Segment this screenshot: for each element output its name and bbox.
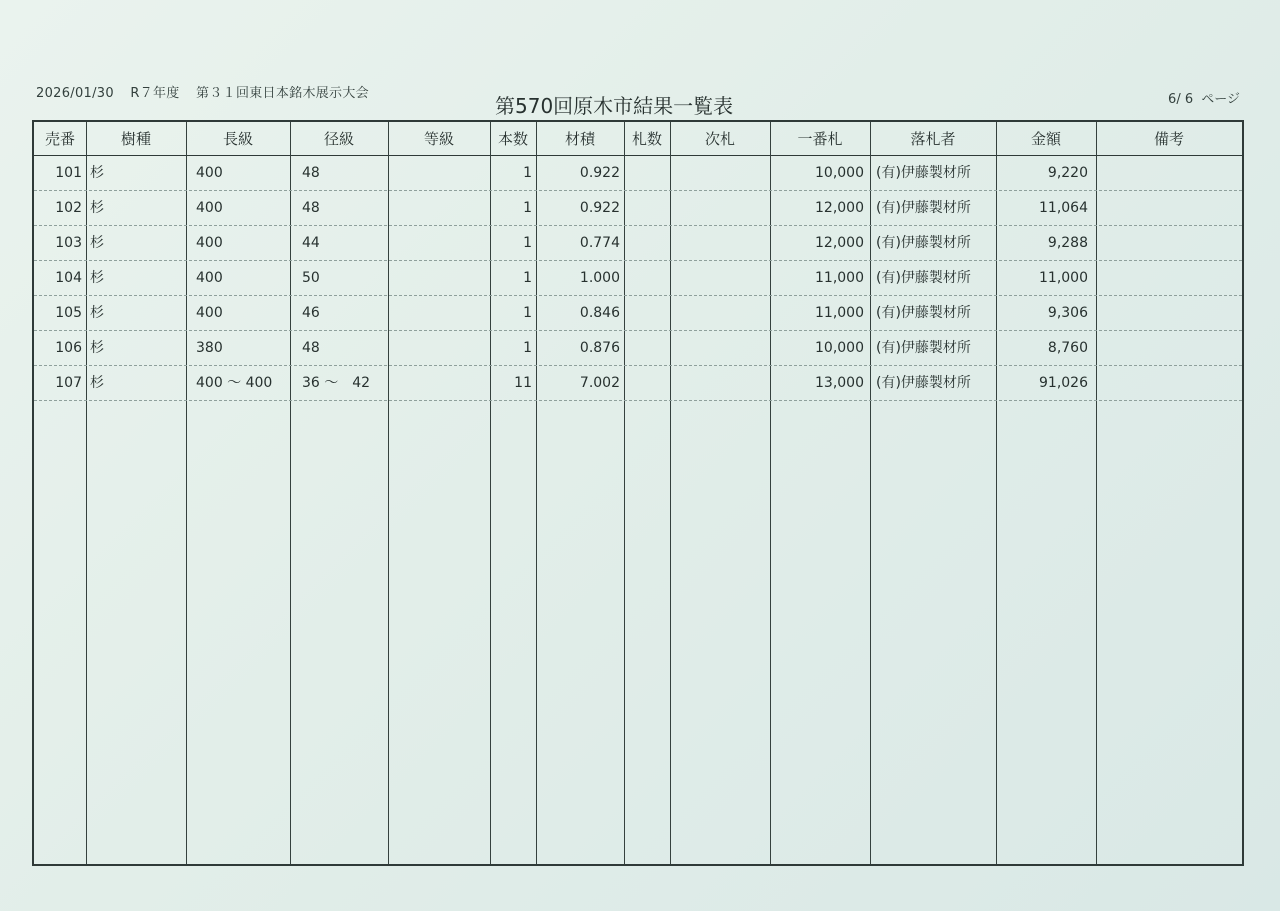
col-header-length: 長級 (222, 130, 253, 148)
cell-grade (392, 331, 486, 366)
table-row (34, 331, 1242, 366)
cell-top-bid: 10,000 (815, 165, 864, 181)
col-header-bid-count: 札数 (631, 130, 662, 148)
cell-length: 380 (196, 340, 223, 356)
cell-volume: 7.002 (579, 375, 620, 391)
col-header-next-bid: 次札 (704, 130, 735, 148)
cell-species: 杉 (90, 270, 104, 286)
cell-remarks (1102, 261, 1238, 296)
cell-bid-count (624, 226, 666, 261)
cell-count: 1 (523, 270, 532, 286)
table-row (34, 191, 1242, 226)
cell-amount: 9,288 (1047, 235, 1088, 251)
cell-species: 杉 (90, 165, 104, 181)
cell-buyer: (有)伊藤製材所 (876, 305, 971, 321)
cell-grade (392, 296, 486, 331)
cell-diameter: 48 (302, 340, 320, 356)
col-header-species: 樹種 (120, 130, 151, 148)
cell-length: 400 (196, 305, 223, 321)
cell-grade (392, 261, 486, 296)
cell-grade (392, 366, 486, 401)
cell-bid-count (624, 261, 666, 296)
col-header-remarks: 備考 (1153, 130, 1184, 148)
cell-diameter: 44 (302, 235, 320, 251)
cell-amount: 9,306 (1047, 305, 1088, 321)
table-row (34, 156, 1242, 191)
cell-next-bid (670, 226, 766, 261)
cell-species: 杉 (90, 375, 104, 391)
cell-length: 400 (196, 235, 223, 251)
col-header-count: 本数 (497, 130, 528, 148)
cell-top-bid: 11,000 (815, 270, 864, 286)
cell-count: 11 (514, 375, 532, 391)
cell-diameter: 46 (302, 305, 320, 321)
cell-lot-no: 104 (55, 270, 82, 286)
cell-next-bid (670, 156, 766, 191)
cell-remarks (1102, 296, 1238, 331)
col-header-diameter: 径級 (323, 130, 354, 148)
table-row (34, 366, 1242, 401)
cell-remarks (1102, 366, 1238, 401)
cell-species: 杉 (90, 340, 104, 356)
event-name: 第３１回東日本銘木展示大会 (196, 86, 369, 101)
cell-length: 400 (196, 200, 223, 216)
cell-count: 1 (523, 305, 532, 321)
cell-diameter: 36 ～ 42 (302, 375, 371, 391)
cell-top-bid: 12,000 (815, 235, 864, 251)
cell-next-bid (670, 261, 766, 296)
cell-volume: 0.922 (579, 165, 620, 181)
cell-lot-no: 106 (55, 340, 82, 356)
cell-buyer: (有)伊藤製材所 (876, 270, 971, 286)
cell-buyer: (有)伊藤製材所 (876, 375, 971, 391)
cell-lot-no: 102 (55, 200, 82, 216)
cell-species: 杉 (90, 305, 104, 321)
cell-top-bid: 11,000 (815, 305, 864, 321)
cell-length: 400 (196, 270, 223, 286)
page-label: ページ (1201, 92, 1240, 107)
cell-amount: 11,064 (1039, 200, 1088, 216)
cell-grade (392, 156, 486, 191)
cell-next-bid (670, 191, 766, 226)
cell-diameter: 48 (302, 200, 320, 216)
col-header-top-bid: 一番札 (797, 130, 843, 148)
cell-buyer: (有)伊藤製材所 (876, 340, 971, 356)
cell-bid-count (624, 296, 666, 331)
cell-lot-no: 107 (55, 375, 82, 391)
cell-bid-count (624, 156, 666, 191)
cell-species: 杉 (90, 200, 104, 216)
table-header (34, 122, 1242, 156)
col-header-volume: 材積 (564, 130, 595, 148)
cell-count: 1 (523, 235, 532, 251)
cell-next-bid (670, 331, 766, 366)
cell-remarks (1102, 156, 1238, 191)
cell-buyer: (有)伊藤製材所 (876, 235, 971, 251)
cell-top-bid: 10,000 (815, 340, 864, 356)
col-header-buyer: 落札者 (910, 130, 956, 148)
cell-amount: 8,760 (1047, 340, 1088, 356)
cell-grade (392, 226, 486, 261)
cell-count: 1 (523, 200, 532, 216)
cell-buyer: (有)伊藤製材所 (876, 200, 971, 216)
cell-grade (392, 191, 486, 226)
cell-top-bid: 13,000 (815, 375, 864, 391)
cell-amount: 9,220 (1047, 165, 1088, 181)
col-header-amount: 金額 (1030, 130, 1061, 148)
table-row (34, 261, 1242, 296)
cell-buyer: (有)伊藤製材所 (876, 165, 971, 181)
cell-lot-no: 105 (55, 305, 82, 321)
cell-next-bid (670, 296, 766, 331)
table-row (34, 226, 1242, 261)
cell-remarks (1102, 226, 1238, 261)
print-date: 2026/01/30 (36, 86, 114, 101)
cell-remarks (1102, 331, 1238, 366)
cell-volume: 1.000 (579, 270, 620, 286)
cell-volume: 0.846 (579, 305, 620, 321)
cell-bid-count (624, 366, 666, 401)
col-header-lot-no: 売番 (44, 130, 75, 148)
cell-diameter: 50 (302, 270, 320, 286)
cell-bid-count (624, 191, 666, 226)
cell-volume: 0.922 (579, 200, 620, 216)
table-row (34, 296, 1242, 331)
cell-bid-count (624, 331, 666, 366)
cell-lot-no: 103 (55, 235, 82, 251)
cell-top-bid: 12,000 (815, 200, 864, 216)
cell-diameter: 48 (302, 165, 320, 181)
page-count: 6/ 6 (1168, 92, 1194, 107)
document-header-left (36, 82, 381, 101)
cell-species: 杉 (90, 235, 104, 251)
cell-count: 1 (523, 340, 532, 356)
results-table (32, 120, 1244, 866)
cell-volume: 0.876 (579, 340, 620, 356)
document-title: 第570回原木市結果一覧表 (495, 94, 734, 118)
fiscal-year: R７年度 (130, 86, 180, 101)
cell-volume: 0.774 (579, 235, 620, 251)
cell-length: 400 (196, 165, 223, 181)
cell-amount: 91,026 (1039, 375, 1088, 391)
cell-remarks (1102, 191, 1238, 226)
cell-lot-no: 101 (55, 165, 82, 181)
cell-length: 400 ～ 400 (196, 375, 273, 391)
page-number (1164, 88, 1240, 107)
col-header-grade: 等級 (423, 130, 454, 148)
cell-count: 1 (523, 165, 532, 181)
cell-amount: 11,000 (1039, 270, 1088, 286)
cell-next-bid (670, 366, 766, 401)
